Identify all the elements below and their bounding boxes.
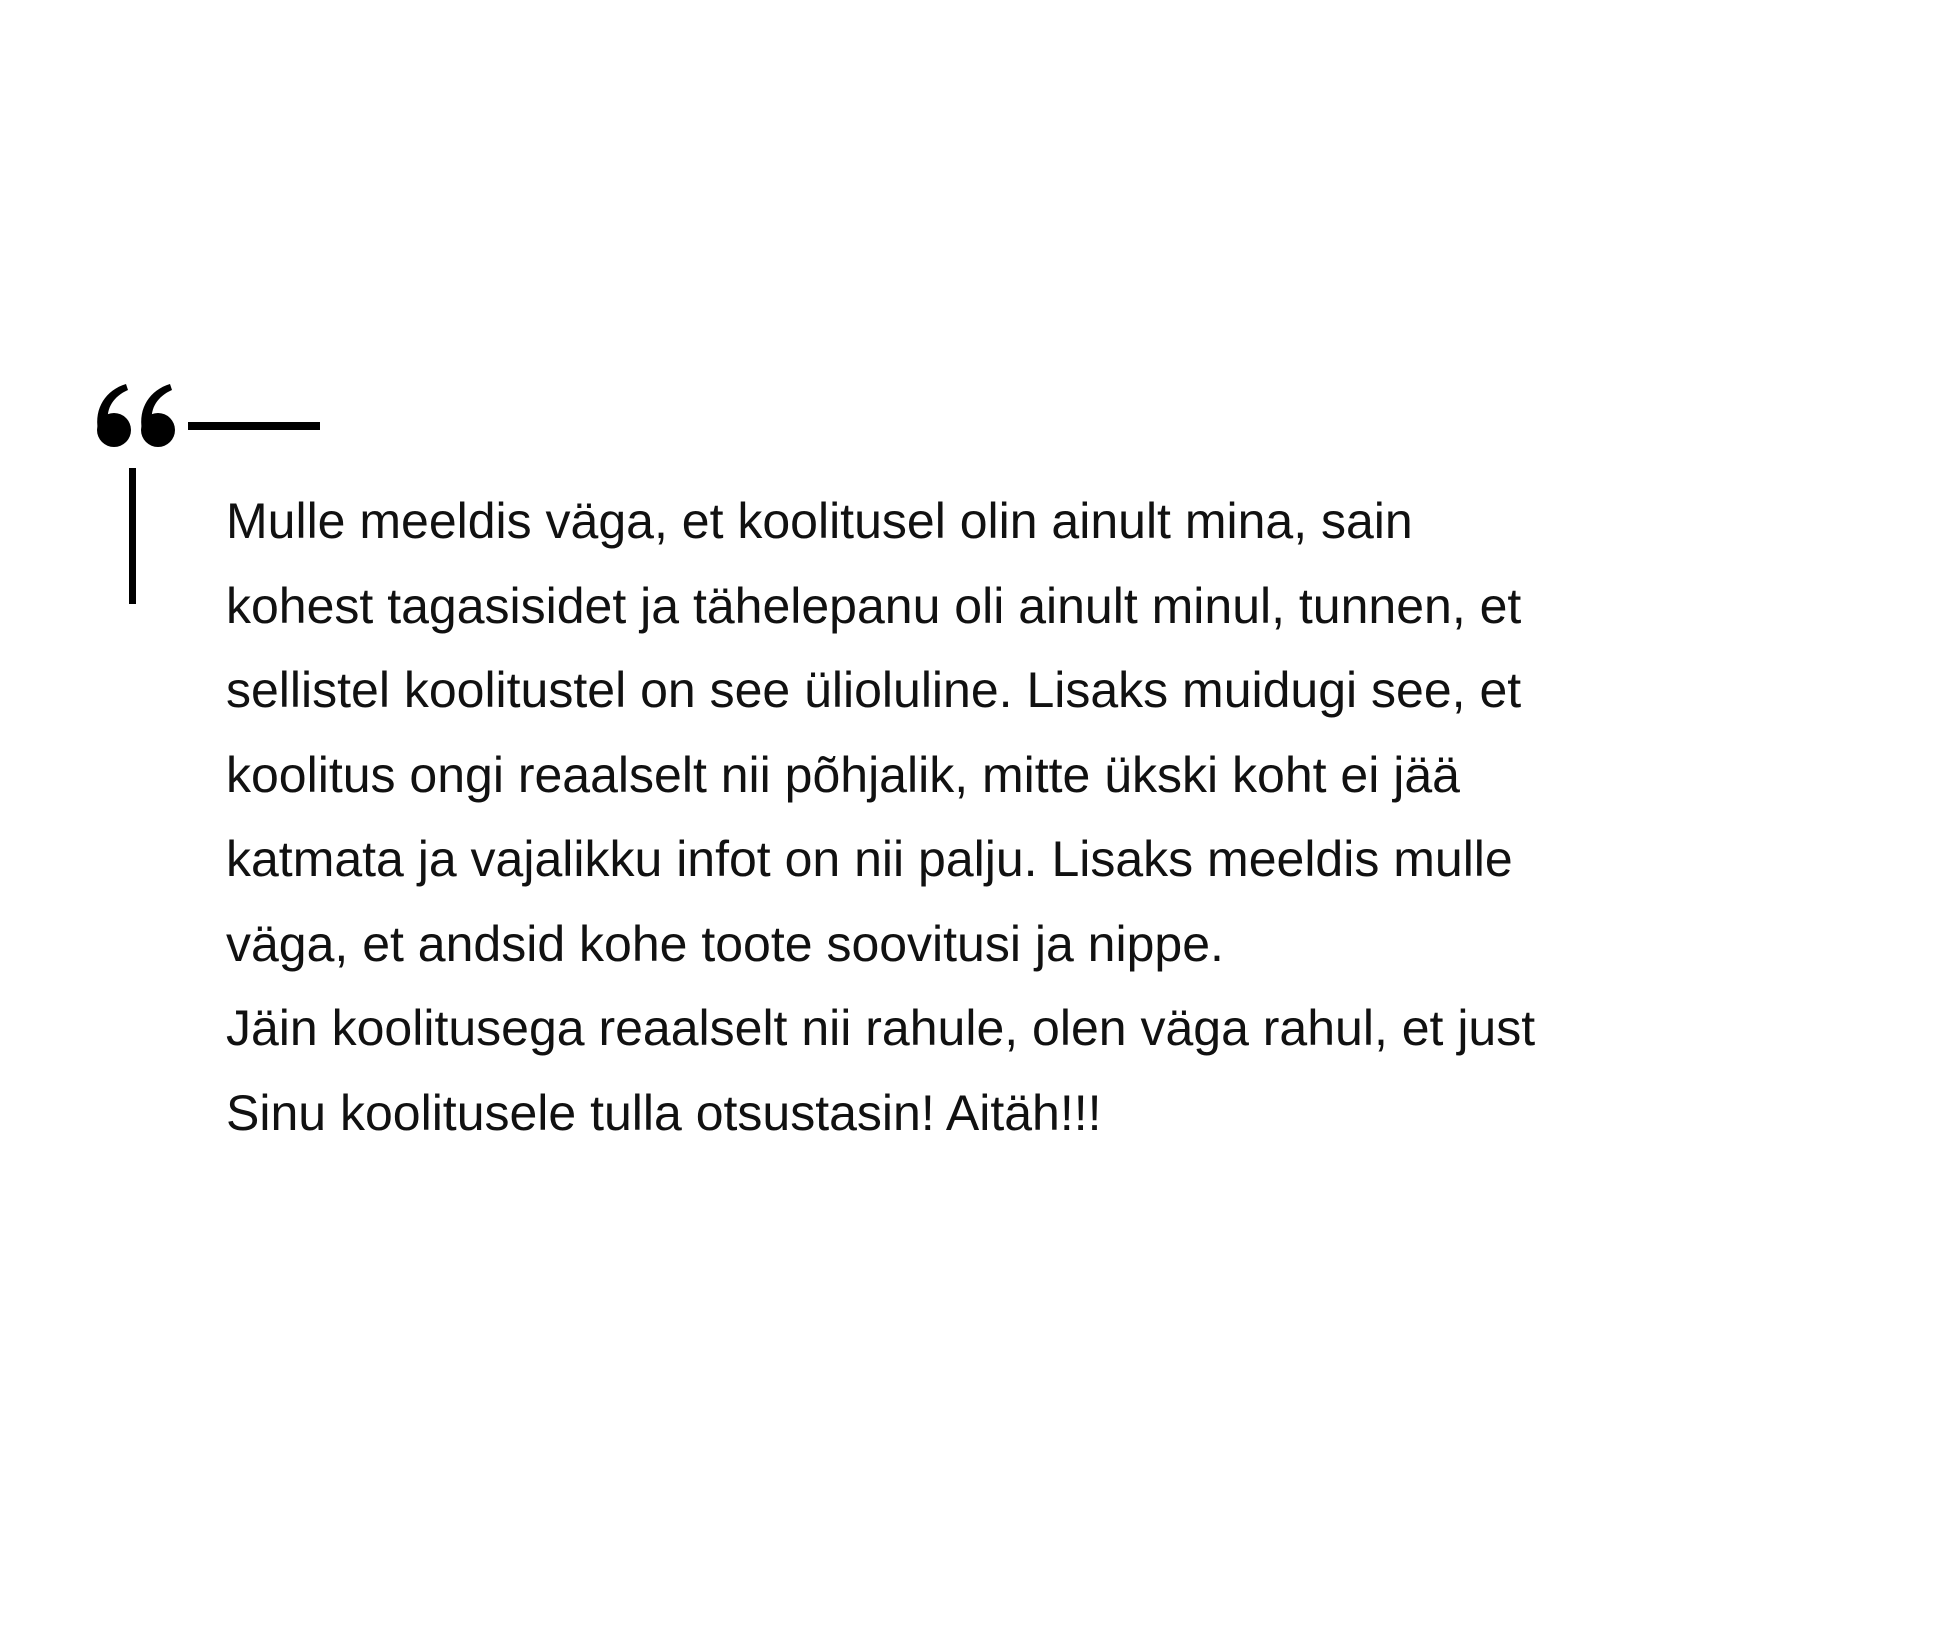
quote-line: Mulle meeldis väga, et koolitusel olin ainult mina, sain: [226, 493, 1413, 549]
quote-line: väga, et andsid kohe toote soovitusi ja nippe.: [226, 915, 1224, 972]
quote-line: koolitus ongi reaalselt nii põhjalik, mitte ükski koht ei jää: [226, 746, 1460, 803]
opening-quote-icon: [92, 360, 178, 460]
testimonial-quote: [226, 479, 1786, 1155]
quote-line: sellistel koolitustel on see ülioluline. Lisaks muidugi see, et: [226, 662, 1522, 718]
quote-top-rule: [188, 422, 320, 430]
quote-line: kohest tagasisidet ja tähelepanu oli ainult minul, tunnen, et: [226, 577, 1522, 634]
quote-line: Sinu koolitusele tulla otsustasin! Aitäh!!!: [226, 1084, 1102, 1141]
quote-line: Jäin koolitusega reaalselt nii rahule, olen väga rahul, et just: [226, 1000, 1536, 1056]
quote-side-rule: [129, 468, 136, 604]
quote-line: katmata ja vajalikku infot on nii palju. Lisaks meeldis mulle: [226, 831, 1513, 887]
